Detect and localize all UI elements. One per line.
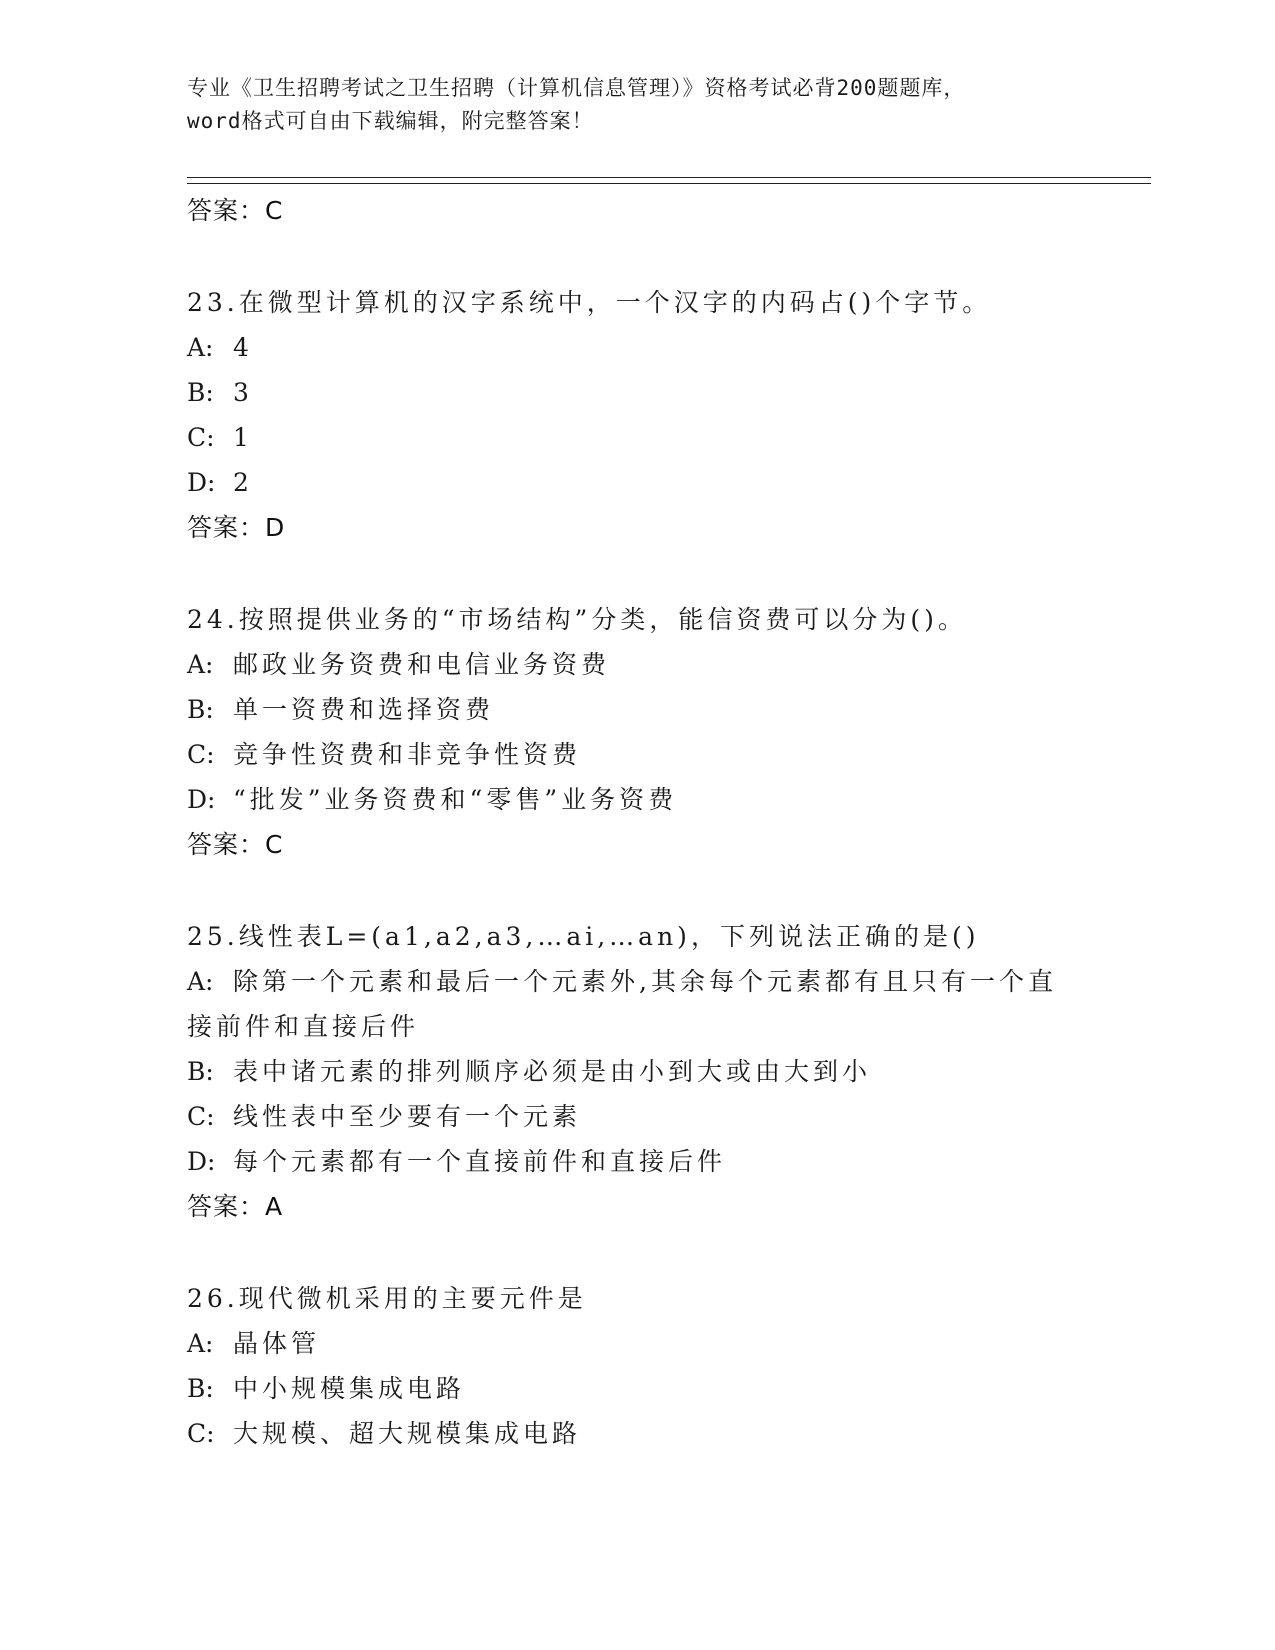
document-header: [187, 72, 1087, 138]
block-gap: [187, 550, 1087, 597]
option-text: 晶体管: [233, 1329, 321, 1358]
answer-line: 答案：D: [187, 513, 286, 542]
option-text: 大规模、超大规模集成电路: [233, 1419, 582, 1448]
option-d: [187, 1139, 1087, 1184]
option-text: 竞争性资费和非竞争性资费: [233, 740, 582, 769]
option-b: [187, 1366, 1087, 1411]
header-title-line-1: 专业《卫生招聘考试之卫生招聘（计算机信息管理）》资格考试必背200题题库，: [187, 76, 966, 100]
option-text: 中小规模集成电路: [233, 1374, 466, 1403]
option-label: C:: [187, 1102, 215, 1131]
question-text: 26.现代微机采用的主要元件是: [187, 1284, 587, 1313]
question-block-25: [187, 914, 1087, 1229]
answer-line: 答案：A: [187, 1192, 284, 1221]
option-text: 除第一个元素和最后一个元素外,其余每个元素都有且只有一个直: [233, 967, 1057, 996]
option-a: [187, 642, 1087, 687]
option-c: [187, 1094, 1087, 1139]
option-label: B:: [187, 1057, 214, 1086]
block-gap: [187, 233, 1087, 280]
option-a: [187, 1321, 1087, 1366]
option-b: [187, 1049, 1087, 1094]
answer-line: 答案：C: [187, 196, 284, 225]
option-b: [187, 370, 1087, 415]
option-label: D:: [187, 468, 216, 497]
option-text: 3: [233, 378, 253, 407]
option-c: [187, 732, 1087, 777]
question-block-24: [187, 597, 1087, 867]
option-text: 4: [233, 333, 253, 362]
option-d: [187, 460, 1087, 505]
block-gap: [187, 867, 1087, 914]
block-gap: [187, 1229, 1087, 1276]
option-b: [187, 687, 1087, 732]
option-label: C:: [187, 740, 215, 769]
header-divider-top: [187, 177, 1151, 178]
option-label: D:: [187, 785, 216, 814]
question-block-23: [187, 280, 1087, 550]
option-label: A:: [187, 967, 214, 996]
option-label: A:: [187, 1329, 214, 1358]
option-label: D:: [187, 1147, 216, 1176]
option-label: A:: [187, 650, 214, 679]
option-a-continued: 接前件和直接后件: [187, 1012, 420, 1041]
option-a: [187, 959, 1087, 1004]
question-block-26: [187, 1276, 1087, 1456]
answer-line: 答案：C: [187, 830, 284, 859]
option-label: C:: [187, 1419, 215, 1448]
option-text: 表中诸元素的排列顺序必须是由小到大或由大到小: [233, 1057, 872, 1086]
option-text: 单一资费和选择资费: [233, 695, 495, 724]
option-label: A:: [187, 333, 214, 362]
option-text: 1: [233, 423, 253, 452]
option-d: [187, 777, 1087, 822]
option-text: 邮政业务资费和电信业务资费: [233, 650, 611, 679]
header-title-line-2: word格式可自由下载编辑，附完整答案！: [187, 109, 594, 133]
question-text: 24.按照提供业务的“市场结构”分类，能信资费可以分为()。: [187, 605, 967, 634]
header-divider-bottom: [187, 183, 1151, 184]
option-label: B:: [187, 378, 214, 407]
option-label: C:: [187, 423, 215, 452]
option-text: 线性表中至少要有一个元素: [233, 1102, 582, 1131]
option-c: [187, 1411, 1087, 1456]
option-text: 2: [233, 468, 253, 497]
option-text: “批发”业务资费和“零售”业务资费: [233, 785, 678, 814]
option-c: [187, 415, 1087, 460]
option-a: [187, 325, 1087, 370]
option-label: B:: [187, 695, 214, 724]
question-text: 25.线性表L=(a1,a2,a3,…ai,…an)，下列说法正确的是(): [187, 922, 980, 951]
question-list: [187, 188, 1087, 1456]
option-text: 每个元素都有一个直接前件和直接后件: [233, 1147, 727, 1176]
option-label: B:: [187, 1374, 214, 1403]
question-text: 23.在微型计算机的汉字系统中，一个汉字的内码占()个字节。: [187, 288, 992, 317]
